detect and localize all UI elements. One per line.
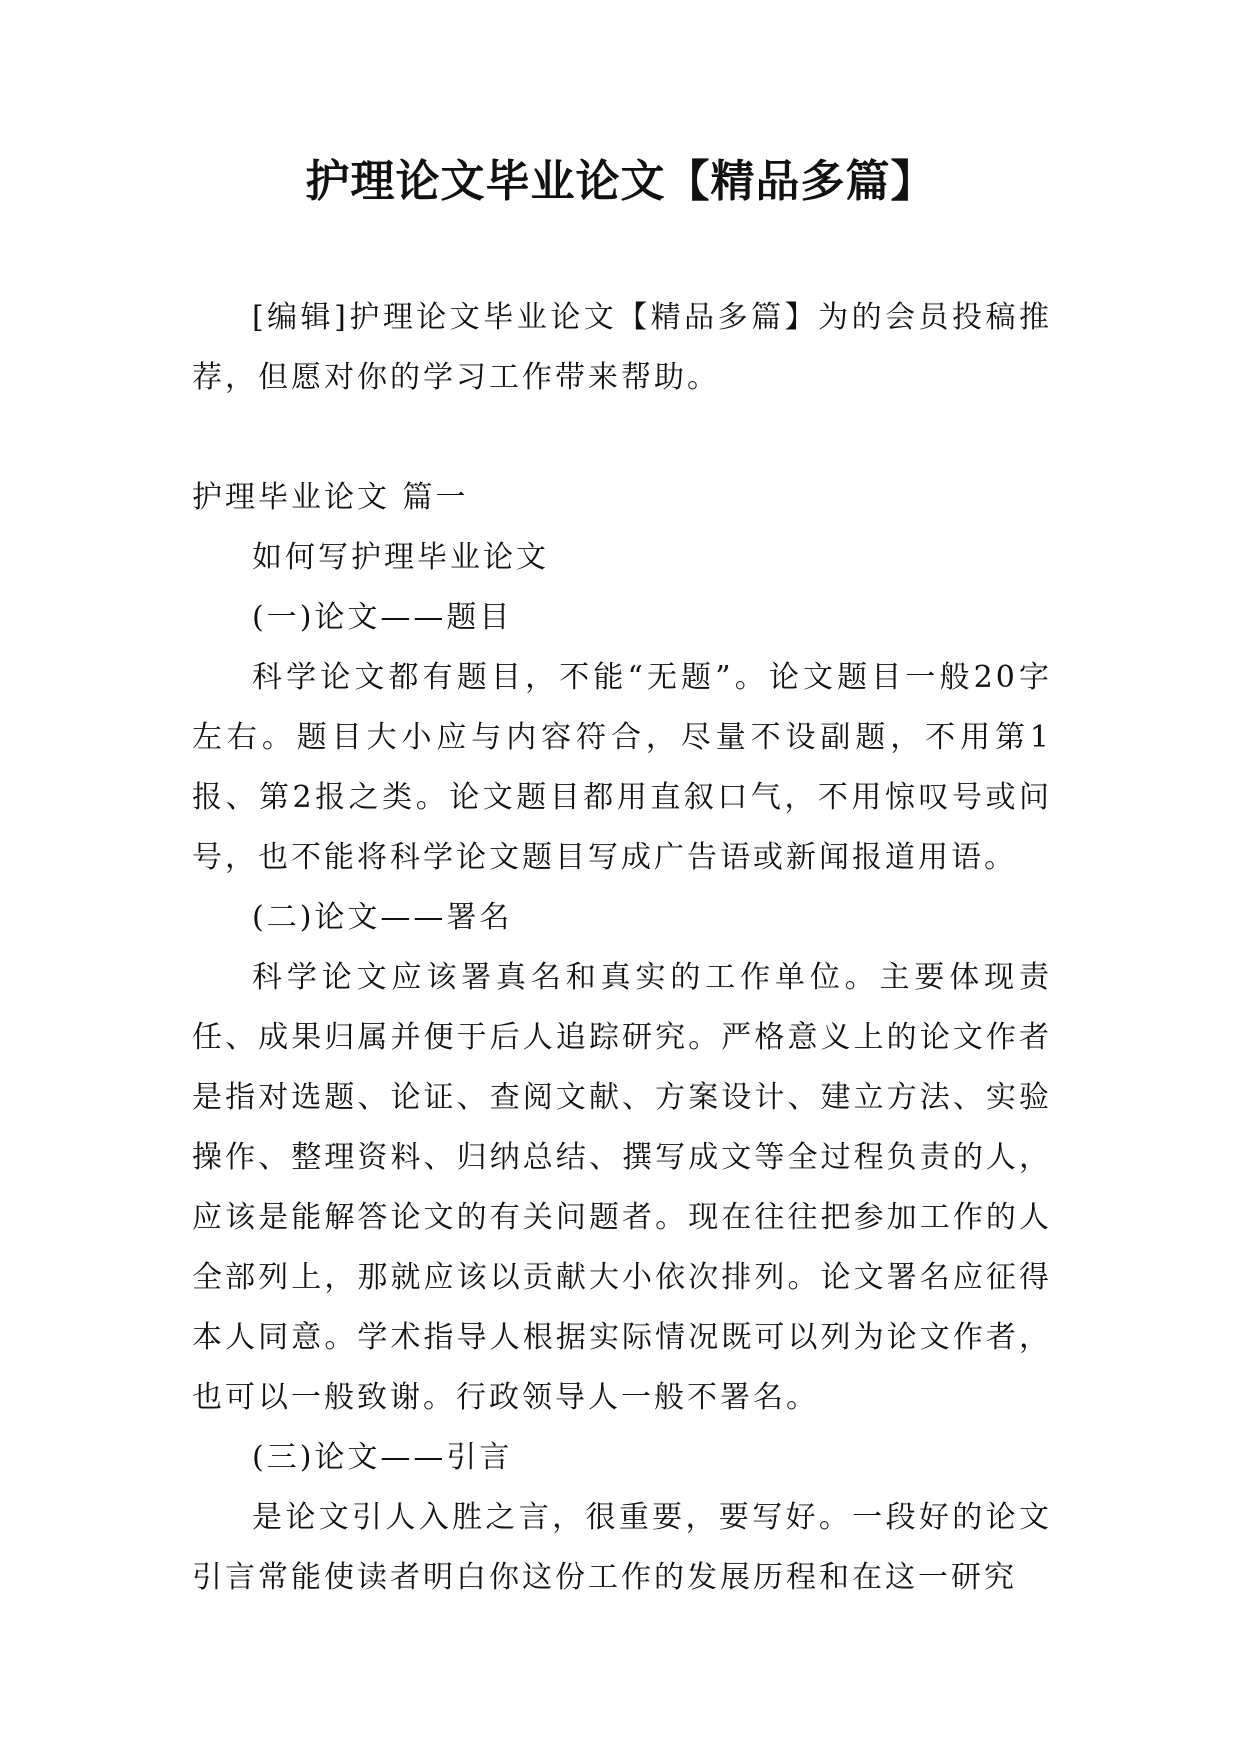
subsection-heading-2: (二)论文——署名 [252, 900, 513, 935]
section-heading: 护理毕业论文 篇一 [192, 480, 469, 515]
intro-paragraph: [编辑]护理论文毕业论文【精品多篇】为的会员投稿推荐，但愿对你的学习工作带来帮助。 [192, 300, 1052, 395]
subsection-body-2: 科学论文应该署真名和真实的工作单位。主要体现责任、成果归属并便于后人追踪研究。严格意义上的论文作者是指对选题、论证、查阅文献、方案设计、建立方法、实验操作、整理资料、归纳总结、撰写成文等全过程负责的人，应该是能解答论文的有关问题者。现在往往把参加工作的人全部列上，那就应该以贡献大小依次排列。论文署名应征得本人同意。学术指导人根据实际情况既可以列为论文作者，也可以一般致谢。行政领导人一般不署名。 [192, 960, 1052, 1415]
document-body [192, 288, 1052, 1608]
subtitle: 如何写护理毕业论文 [252, 540, 549, 575]
subsection-heading-3: (三)论文——引言 [252, 1440, 513, 1475]
subsection-body-1: 科学论文都有题目，不能“无题”。论文题目一般20字左右。题目大小应与内容符合，尽量不设副题，不用第1报、第2报之类。论文题目都用直叙口气，不用惊叹号或问号，也不能将科学论文题目写成广告语或新闻报道用语。 [192, 660, 1052, 875]
subsection-body-3: 是论文引人入胜之言，很重要，要写好。一段好的论文引言常能使读者明白你这份工作的发展历程和在这一研究 [192, 1500, 1052, 1595]
blank-line [192, 408, 1052, 468]
document-title: 护理论文毕业论文【精品多篇】 [305, 156, 936, 207]
subsection-heading-1: (一)论文——题目 [252, 600, 513, 635]
